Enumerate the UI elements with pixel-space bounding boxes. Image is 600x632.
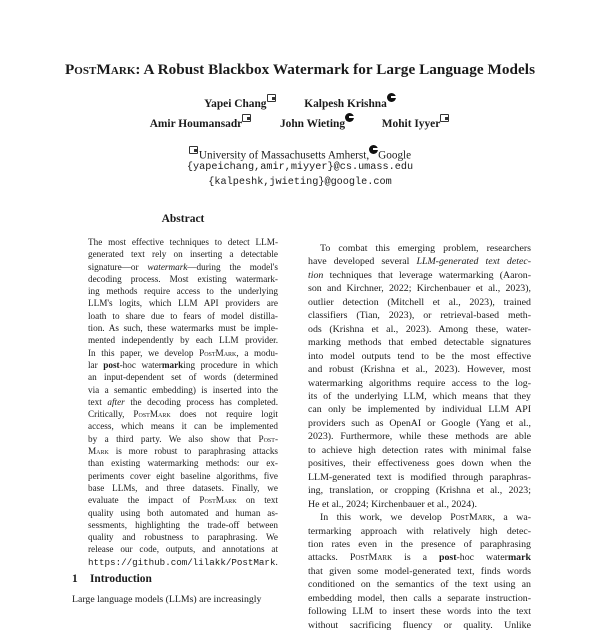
text-line: embedding model, then calls a separate instruction- (308, 592, 531, 604)
text-line: without sacrificing fluency or quality. Unlike (308, 619, 531, 631)
title-rest: : A Robust Blackbox Watermark for Large Language Models (135, 61, 536, 78)
text-line: Critically, PostMark does not require logit (88, 409, 278, 420)
author-line-2 (0, 113, 600, 130)
affiliation-google: Google (378, 149, 412, 162)
text-line: LLM-generated text is modified through paraphras- (308, 471, 531, 483)
text-line: tion. As such, these watermarks must be imple- (88, 323, 278, 334)
text-line: to achieve high detection rates with minimal false (308, 444, 531, 456)
google-affiliation-icon (345, 113, 354, 122)
text-line: Mark is more robust to paraphrasing attacks (88, 446, 278, 457)
text-line: by a third party. We also show that Post- (88, 433, 278, 444)
text-line: ing, translation, or cropping (Krishna et al., 2023; (308, 485, 531, 497)
text-line: https://github.com/lilakk/PostMark. (88, 556, 278, 568)
text-line: 2023). Furthermore, while these methods are able (308, 431, 531, 443)
umass-affiliation-icon (440, 114, 450, 122)
text-line: tion techniques that leverage watermarking (Aaron- (308, 269, 531, 281)
umass-affiliation-icon (189, 146, 199, 154)
text-line: following LLM to insert these words into the text (308, 606, 531, 618)
text-line: ing methods require access to the underlying (88, 286, 278, 297)
section-number: 1 (72, 573, 78, 585)
text-line: son and Kirchner, 2022; Kirchenbauer et al., 2023), (308, 283, 531, 295)
text-line: generated text rely on inserting a detectable (88, 249, 278, 260)
text-line: its of the underlying LLM, which means that they (308, 390, 531, 402)
text-line: To combat this emerging problem, researchers (320, 243, 531, 254)
author-name: Mohit Iyyer (381, 117, 441, 130)
text-line: access, which means it can be implemented (88, 421, 278, 432)
text-line: providers such as OpenAI or Google (Yang et al., (308, 417, 531, 429)
section-heading (72, 573, 152, 585)
text-line: loath to share due to fears of model distilla- (88, 310, 278, 321)
author-name: Yapei Chang (204, 97, 267, 110)
text-line: In this paper, we develop PostMark, a modu- (88, 347, 278, 358)
text-line: signature—or watermark—during the model's (88, 261, 278, 272)
intro-first-line: Large language models (LLMs) are increasingly (72, 594, 262, 605)
text-line: LLM's logits, which LLM API providers are (88, 298, 278, 309)
umass-affiliation-icon (267, 94, 277, 102)
text-line: have developed several LLM-generated text detec- (308, 256, 532, 268)
abstract-heading: Abstract (161, 213, 205, 225)
text-line: attacks. PostMark is a post-hoc watermark (308, 552, 531, 564)
text-line: positives, their effectiveness goes down when the (308, 458, 531, 470)
text-line: into model outputs tend to be the most effective (308, 350, 531, 362)
text-line: classifiers (Tian, 2023), or retrieval-based meth- (308, 310, 531, 322)
affiliations (0, 145, 600, 162)
paper-title (0, 61, 600, 79)
text-line: termarking approach with relatively high detec- (308, 525, 531, 537)
umass-affiliation-icon (242, 114, 252, 122)
text-line: sessments, highlighting the trade-off between (88, 519, 278, 530)
google-affiliation-icon (387, 93, 396, 102)
text-line: periments cover eight baseline algorithms, five (88, 470, 278, 481)
right-column-text (308, 242, 531, 632)
title-postmark: PostMark (64, 61, 136, 78)
text-line: decoding process. Most existing watermark- (88, 273, 278, 284)
text-line: base LLMs, and three datasets. Finally, we (88, 482, 278, 493)
text-line: marking methods that embed detectable signatures (308, 337, 531, 349)
affiliation-umass: University of Massachusetts Amherst, (198, 149, 370, 162)
text-line: watermarking algorithms require access to the log- (308, 377, 531, 389)
author-line-1 (0, 93, 600, 110)
text-line: evaluate the impact of PostMark on text (88, 495, 279, 506)
author-name: Kalpesh Krishna (304, 97, 387, 110)
text-line: that given some model-generated text, finds words (308, 565, 531, 577)
section-title: Introduction (90, 573, 152, 585)
text-line: release our code, outputs, and annotations at (88, 544, 278, 555)
text-line: tion rates even in the presence of paraphrasing (308, 538, 531, 550)
text-line: lar post-hoc watermarking procedure in which (88, 359, 278, 370)
text-line: text after the decoding process has completed. (88, 396, 279, 407)
text-line: and robust (Krishna et al., 2023). However, most (308, 364, 531, 376)
author-name: John Wieting (279, 117, 346, 130)
text-line: via a semantic embedding) is inserted into the (88, 384, 278, 395)
author-name: Amir Houmansadr (149, 117, 243, 130)
text-line: an input-dependent set of words (determined (88, 372, 278, 383)
text-line: conditioned on the semantics of the text using an (308, 579, 531, 591)
text-line: than existing watermarking methods: our ex- (88, 458, 278, 469)
email-google: {kalpeshk,jwieting}@google.com (208, 177, 392, 188)
text-line: outlier detection (Mitchell et al., 2023), trained (308, 296, 531, 308)
text-line: The most effective techniques to detect LLM- (88, 237, 278, 247)
text-line: can only be implemented by individual LLM API (308, 404, 531, 416)
text-line: ods (Krishna et al., 2023). Among these, water- (308, 323, 531, 335)
text-line: In this work, we develop PostMark, a wa- (320, 512, 532, 524)
email-umass: {yapeichang,amir,miyyer}@cs.umass.edu (186, 162, 414, 173)
abstract-body (88, 236, 278, 569)
text-line: mented independently by each LLM provider. (88, 335, 278, 346)
text-line: quality and robustness to paraphrasing. We (88, 532, 278, 543)
google-affiliation-icon (369, 145, 378, 154)
text-line: quality using both automated and human as- (88, 507, 278, 518)
text-line: He et al., 2024; Kirchenbauer et al., 2024). (308, 498, 477, 510)
